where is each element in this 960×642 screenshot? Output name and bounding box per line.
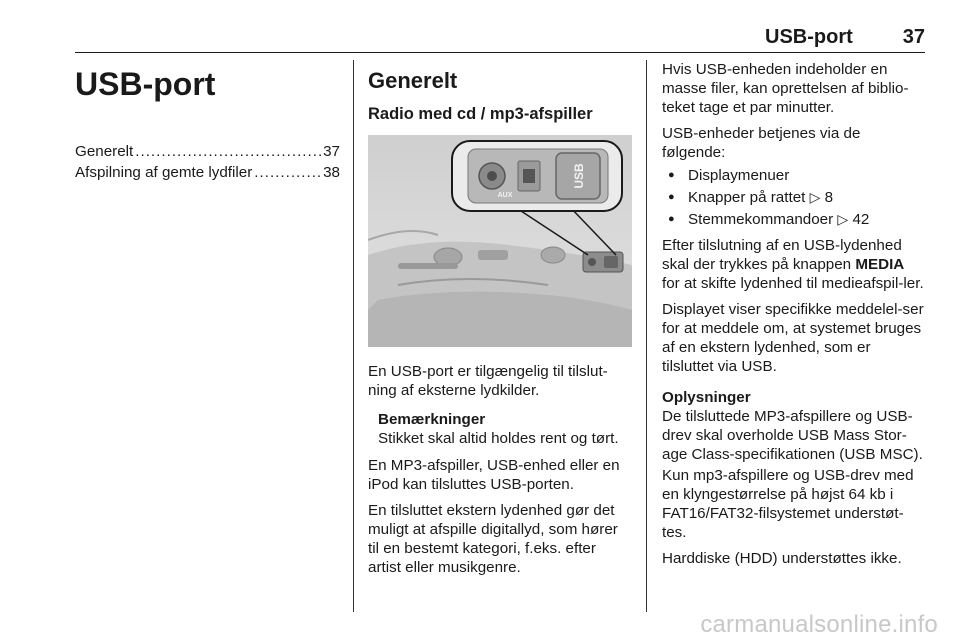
paragraph: Hvis USB-enheden indeholder en masse filer, kan oprettelsen af biblio-teket tage et par minutter. — [662, 61, 909, 116]
paragraph — [662, 236, 926, 293]
usb-port-photo — [368, 135, 632, 347]
usb-label: USB — [572, 163, 586, 189]
paragraph: En tilsluttet ekstern lydenhed gør det muligt at afspille digitallyd, som hører til en bestemt kategori, f.eks. efter artist eller musikgenre. — [368, 502, 618, 576]
toc-entry-page: 37 — [323, 143, 340, 160]
list-item — [662, 210, 926, 232]
page-reference-arrow-icon: ▷ — [809, 189, 821, 205]
toc-entry-label: Generelt — [75, 143, 134, 160]
usb-port-illustration — [368, 135, 632, 347]
toc-entry-afspilning[interactable] — [75, 163, 340, 184]
section-heading: Generelt — [368, 68, 458, 93]
info-title: Oplysninger — [662, 389, 751, 406]
paragraph-text: Efter tilslutning af en USB-lydenhed skal der trykkes på knappen — [662, 237, 902, 273]
column-divider — [646, 60, 647, 612]
header-page-number: 37 — [902, 26, 925, 48]
toc-leader-dots — [254, 163, 321, 182]
page-reference-link[interactable]: 42 — [852, 211, 870, 228]
intro-paragraph: En USB-port er tilgængelig til tilslut-ning af eksterne lydkilder. — [368, 363, 608, 399]
paragraph: Kun mp3-afspillere og USB-drev med en klyngestørrelse på højst 64 kb i FAT16/FAT32-filsystemet understøt-tes. — [662, 467, 914, 541]
column-divider — [353, 60, 354, 612]
paragraph: En MP3-afspiller, USB-enhed eller en iPod kan tilsluttes USB-porten. — [368, 457, 620, 493]
list-item-text: Stemmekommandoer — [688, 211, 834, 228]
header-title: USB-port — [765, 26, 853, 48]
toc-entry-generelt[interactable] — [75, 142, 340, 163]
paragraph: USB-enheder betjenes via de følgende: — [662, 125, 861, 161]
list-item-text: Displaymenuer — [688, 167, 790, 184]
list-item — [662, 166, 926, 188]
bullet-list — [662, 166, 926, 232]
toc-column — [75, 60, 340, 184]
toc-entry-page: 38 — [323, 164, 340, 181]
paragraph: De tilsluttede MP3-afspillere og USB-drev skal overholde USB Mass Stor-age Class-specifikationen (USB MSC). — [662, 408, 923, 463]
note-text: Stikket skal altid holdes rent og tørt. — [378, 430, 619, 447]
note-block — [378, 410, 632, 448]
list-item-text: Knapper på rattet — [688, 189, 806, 206]
list-item — [662, 188, 926, 210]
section-subheading: Radio med cd / mp3-afspiller — [368, 105, 593, 123]
content-column-right — [662, 60, 926, 575]
paragraph: Displayet viser specifikke meddelel-ser for at meddele om, at systemet bruges af en ekstern lydenhed, som er tilsluttet via USB. — [662, 301, 924, 375]
toc-entry-label: Afspilning af gemte lydfiler — [75, 164, 253, 181]
paragraph: Harddiske (HDD) understøttes ikke. — [662, 550, 902, 567]
page-reference-arrow-icon: ▷ — [837, 211, 849, 227]
toc-leader-dots — [135, 142, 321, 161]
watermark: carmanualsonline.info — [700, 611, 938, 638]
note-title: Bemærkninger — [378, 411, 486, 428]
page-reference-link[interactable]: 8 — [824, 189, 834, 206]
paragraph-text: for at skifte lydenhed til medieafspil-ler. — [662, 275, 924, 292]
content-column-middle — [368, 60, 632, 584]
media-button-label: MEDIA — [855, 256, 905, 273]
chapter-title: USB-port — [75, 66, 216, 102]
aux-label: AUX — [497, 192, 513, 199]
page-header — [75, 24, 925, 53]
table-of-contents — [75, 142, 340, 184]
